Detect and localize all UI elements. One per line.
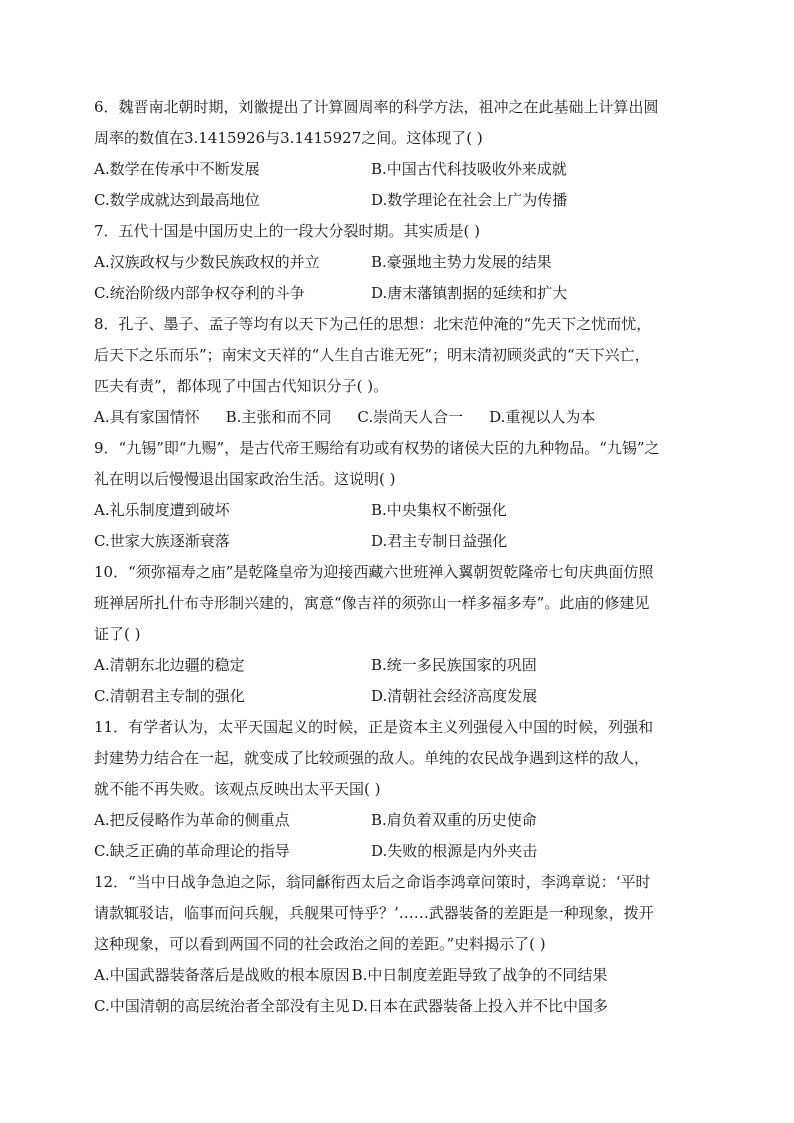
option-b: B.统一多民族国家的巩固 — [371, 656, 537, 674]
options-row — [94, 681, 704, 712]
option-d: D.唐末藩镇割据的延续和扩大 — [371, 284, 568, 302]
option-d: D.重视以人为本 — [489, 408, 596, 426]
options-row — [94, 650, 704, 681]
question-stem: 班禅居所扎什布寺形制兴建的，寓意“像吉祥的须弥山一样多福多寿”。此庙的修建见 — [94, 594, 650, 612]
option-c: C.数学成就达到最高地位 — [94, 191, 260, 209]
question-stem: 证了( ) — [94, 625, 141, 643]
options-row — [94, 154, 704, 185]
options-row — [94, 495, 704, 526]
option-b: B.中日制度差距导致了战争的不同结果 — [351, 966, 608, 984]
question-stem: 就不能不再失败。该观点反映出太平天国( ) — [94, 780, 381, 798]
question-9 — [94, 433, 704, 557]
question-stem: 7．五代十国是中国历史上的一段大分裂时期。其实质是( ) — [94, 222, 481, 240]
question-6 — [94, 92, 704, 216]
option-b: B.中国古代科技吸收外来成就 — [371, 160, 567, 178]
option-a: A.数学在传承中不断发展 — [94, 160, 260, 178]
question-stem: 9．“九锡”即“九赐”，是古代帝王赐给有功或有权势的诸侯大臣的九种物品。“九锡”之 — [94, 439, 660, 457]
option-a: A.汉族政权与少数民族政权的并立 — [94, 253, 320, 271]
question-stem: 11．有学者认为，太平天国起义的时候，正是资本主义列强侵入中国的时候，列强和 — [94, 718, 654, 736]
option-c: C.中国清朝的高层统治者全部没有主见 — [94, 997, 350, 1015]
question-12 — [94, 867, 704, 1022]
question-7 — [94, 216, 704, 309]
option-a: A.具有家国情怀 — [94, 408, 200, 426]
options-row — [94, 526, 704, 557]
option-c: C.世家大族逐渐衰落 — [94, 532, 230, 550]
option-d: D.君主专制日益强化 — [371, 532, 508, 550]
option-a: A.礼乐制度遭到破坏 — [94, 501, 230, 519]
options-row — [94, 247, 704, 278]
question-stem: 10．“须弥福寿之庙”是乾隆皇帝为迎接西藏六世班禅入翼朝贺乾隆帝七旬庆典面仿照 — [94, 563, 654, 581]
options-row — [94, 278, 704, 309]
options-row — [94, 836, 704, 867]
option-d: D.日本在武器装备上投入并不比中国多 — [351, 997, 608, 1015]
option-c: C.统治阶级内部争权夺利的斗争 — [94, 284, 305, 302]
question-stem: 礼在明以后慢慢退出国家政治生活。这说明( ) — [94, 470, 396, 488]
option-b: B.肩负着双重的历史使命 — [371, 811, 537, 829]
option-a: A.把反侵略作为革命的侧重点 — [94, 811, 290, 829]
option-d: D.清朝社会经济高度发展 — [371, 687, 538, 705]
question-sheet — [94, 92, 704, 1022]
options-row — [94, 991, 704, 1022]
options-row — [94, 185, 704, 216]
question-stem: 12．“当中日战争急迫之际，翁同龢衔西太后之命诣李鸿章问策时，李鸿章说：‘平时 — [94, 873, 651, 891]
question-stem: 8．孔子、墨子、孟子等均有以天下为己任的思想：北宋范仲淹的“先天下之忧而忧， — [94, 315, 652, 333]
options-row — [94, 805, 704, 836]
question-stem: 请款辄驳诘，临事而问兵舰，兵舰果可恃乎？’……武器装备的差距是一种现象，拨开 — [94, 904, 654, 922]
option-a: A.清朝东北边疆的稳定 — [94, 656, 245, 674]
option-b: B.豪强地主势力发展的结果 — [371, 253, 552, 271]
options-row — [94, 402, 704, 433]
option-b: B.主张和而不同 — [225, 408, 332, 426]
question-stem: 匹夫有责”，都体现了中国古代知识分子( )。 — [94, 377, 389, 395]
question-stem: 后天下之乐而乐”；南宋文天祥的“人生自古谁无死”；明末清初顾炎武的“天下兴亡， — [94, 346, 650, 364]
option-d: D.数学理论在社会上广为传播 — [371, 191, 568, 209]
question-11 — [94, 712, 704, 867]
option-c: C.清朝君主专制的强化 — [94, 687, 245, 705]
option-d: D.失败的根源是内外夹击 — [371, 842, 538, 860]
option-c: C.缺乏正确的革命理论的指导 — [94, 842, 290, 860]
question-stem: 6．魏晋南北朝时期，刘徽提出了计算圆周率的科学方法，祖冲之在此基础上计算出圆 — [94, 98, 659, 116]
option-c: C.崇尚天人合一 — [357, 408, 464, 426]
option-a: A.中国武器装备落后是战败的根本原因 — [94, 966, 350, 984]
option-b: B.中央集权不断强化 — [371, 501, 507, 519]
question-stem: 这种现象，可以看到两国不同的社会政治之间的差距。”史料揭示了( ) — [94, 935, 546, 953]
options-row — [94, 960, 704, 991]
question-stem: 周率的数值在3.1415926与3.1415927之间。这体现了( ) — [94, 129, 483, 147]
question-10 — [94, 557, 704, 712]
question-8 — [94, 309, 704, 433]
question-stem: 封建势力结合在一起，就变成了比较顽强的敌人。单纯的农民战争遇到这样的敌人， — [94, 749, 650, 767]
